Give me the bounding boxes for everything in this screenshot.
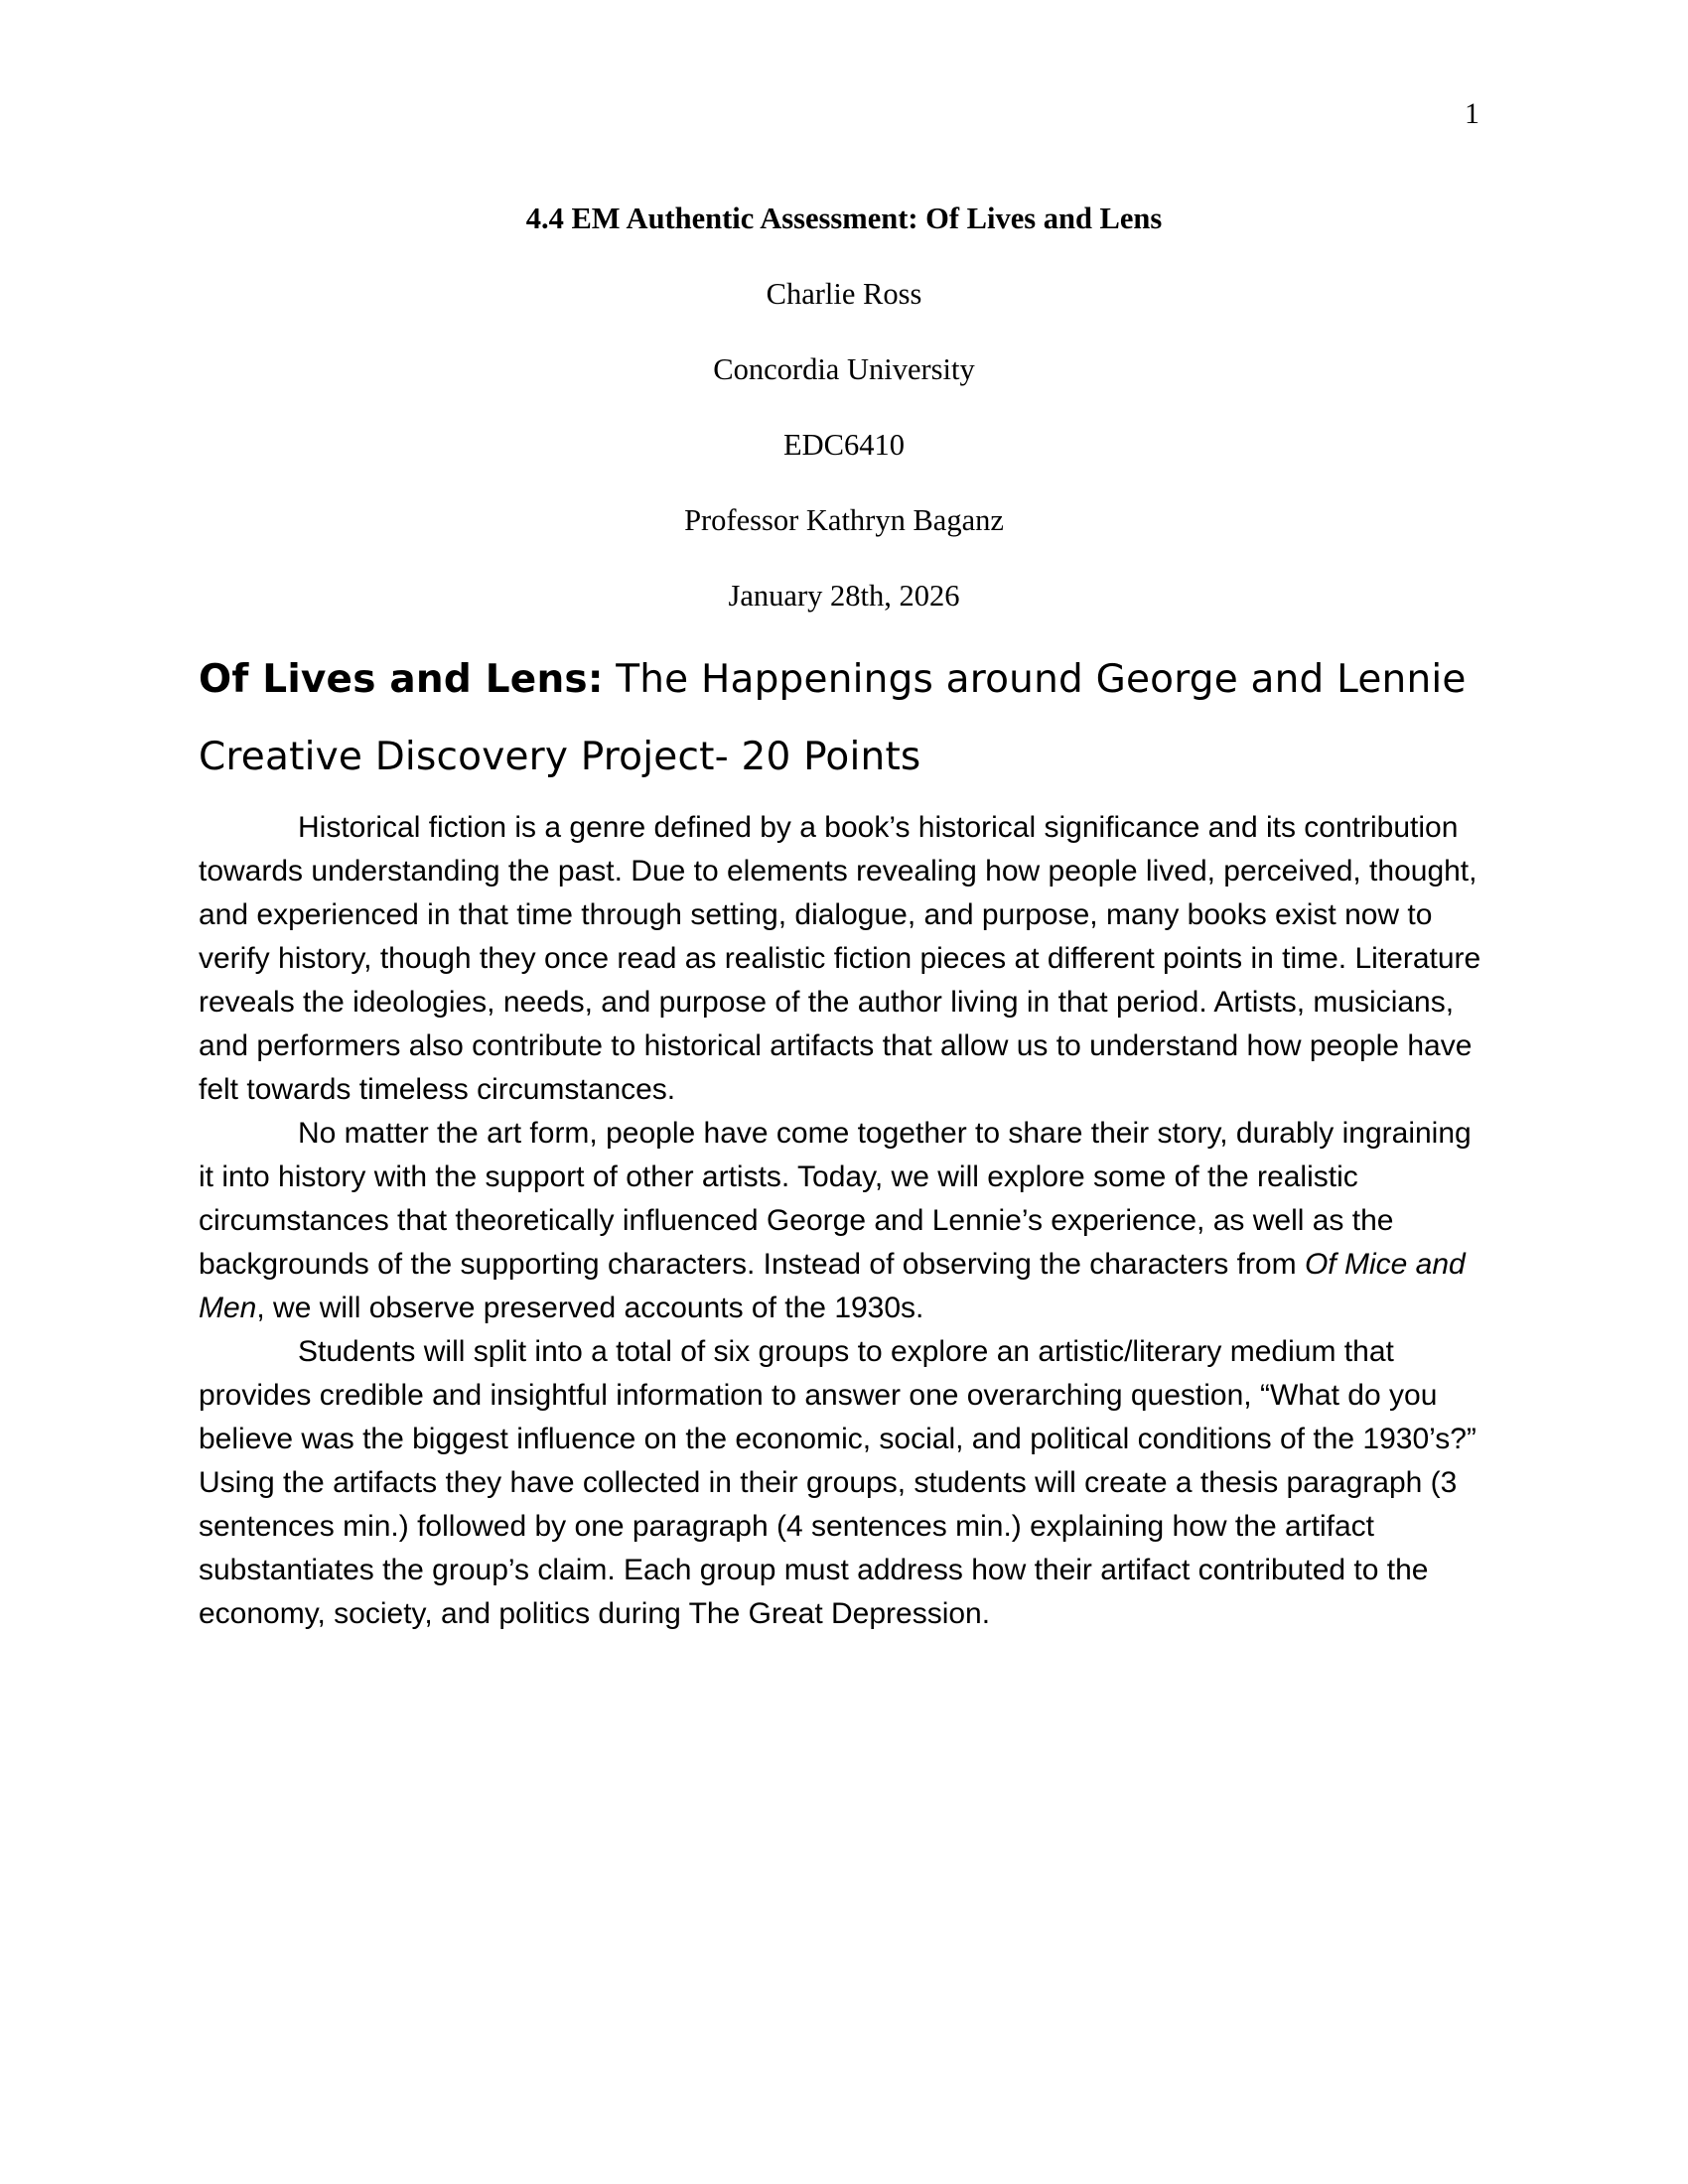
page-number: 1 — [1465, 97, 1479, 130]
institution-name: Concordia University — [713, 352, 975, 386]
paragraph-2-text-a: No matter the art form, people have come together to share their story, durably ingraining it into history with the support of other artists. Today, we will explore some of the realistic circumstances that theoretically influenced George and Lennie’s experience, as well as the backgrounds of the supporting characters. Instead of observing the characters from — [199, 1117, 1472, 1281]
body-text — [199, 806, 1489, 1636]
document-date: January 28th, 2026 — [728, 579, 960, 613]
title-page-block — [0, 197, 1688, 649]
project-heading-bold: Of Lives and Lens: — [199, 657, 604, 702]
professor-name: Professor Kathryn Baganz — [684, 503, 1004, 537]
project-subheading: Creative Discovery Project- 20 Points — [199, 735, 921, 779]
book-title-italic: Of Mice and Men — [199, 1248, 1466, 1324]
paragraph-2 — [199, 1112, 1489, 1330]
course-code: EDC6410 — [783, 428, 905, 462]
author-name: Charlie Ross — [766, 277, 922, 311]
paragraph-2-text-b: , we will observe preserved accounts of the 1930s. — [256, 1292, 924, 1324]
project-heading-rest: The Happenings around George and Lennie — [603, 657, 1467, 702]
paragraph-3: Students will split into a total of six groups to explore an artistic/literary medium that provides credible and insightful information to answer one overarching question, “What do you believe was the biggest influence on the economic, social, and political conditions of the 1930’s?” Using the artifacts they have collected in their groups, students will create a thesis paragraph (3 sentences min.) followed by one paragraph (4 sentences min.) explaining how the artifact substantiates the group’s claim. Each group must address how their artifact contributed to the economy, society, and politics during The Great Depression. — [199, 1335, 1477, 1630]
paragraph-1: Historical fiction is a genre defined by a book’s historical significance and its contribution towards understanding the past. Due to elements revealing how people lived, perceived, thought, and experienced in that time through setting, dialogue, and purpose, many books exist now to verify history, though they once read as realistic fiction pieces at different points in time. Literature reveals the ideologies, needs, and purpose of the author living in that period. Artists, musicians, and performers also contribute to historical artifacts that allow us to understand how people have felt towards timeless circumstances. — [199, 811, 1481, 1106]
document-title: 4.4 EM Authentic Assessment: Of Lives and Lens — [525, 202, 1163, 235]
project-heading — [199, 657, 1467, 702]
